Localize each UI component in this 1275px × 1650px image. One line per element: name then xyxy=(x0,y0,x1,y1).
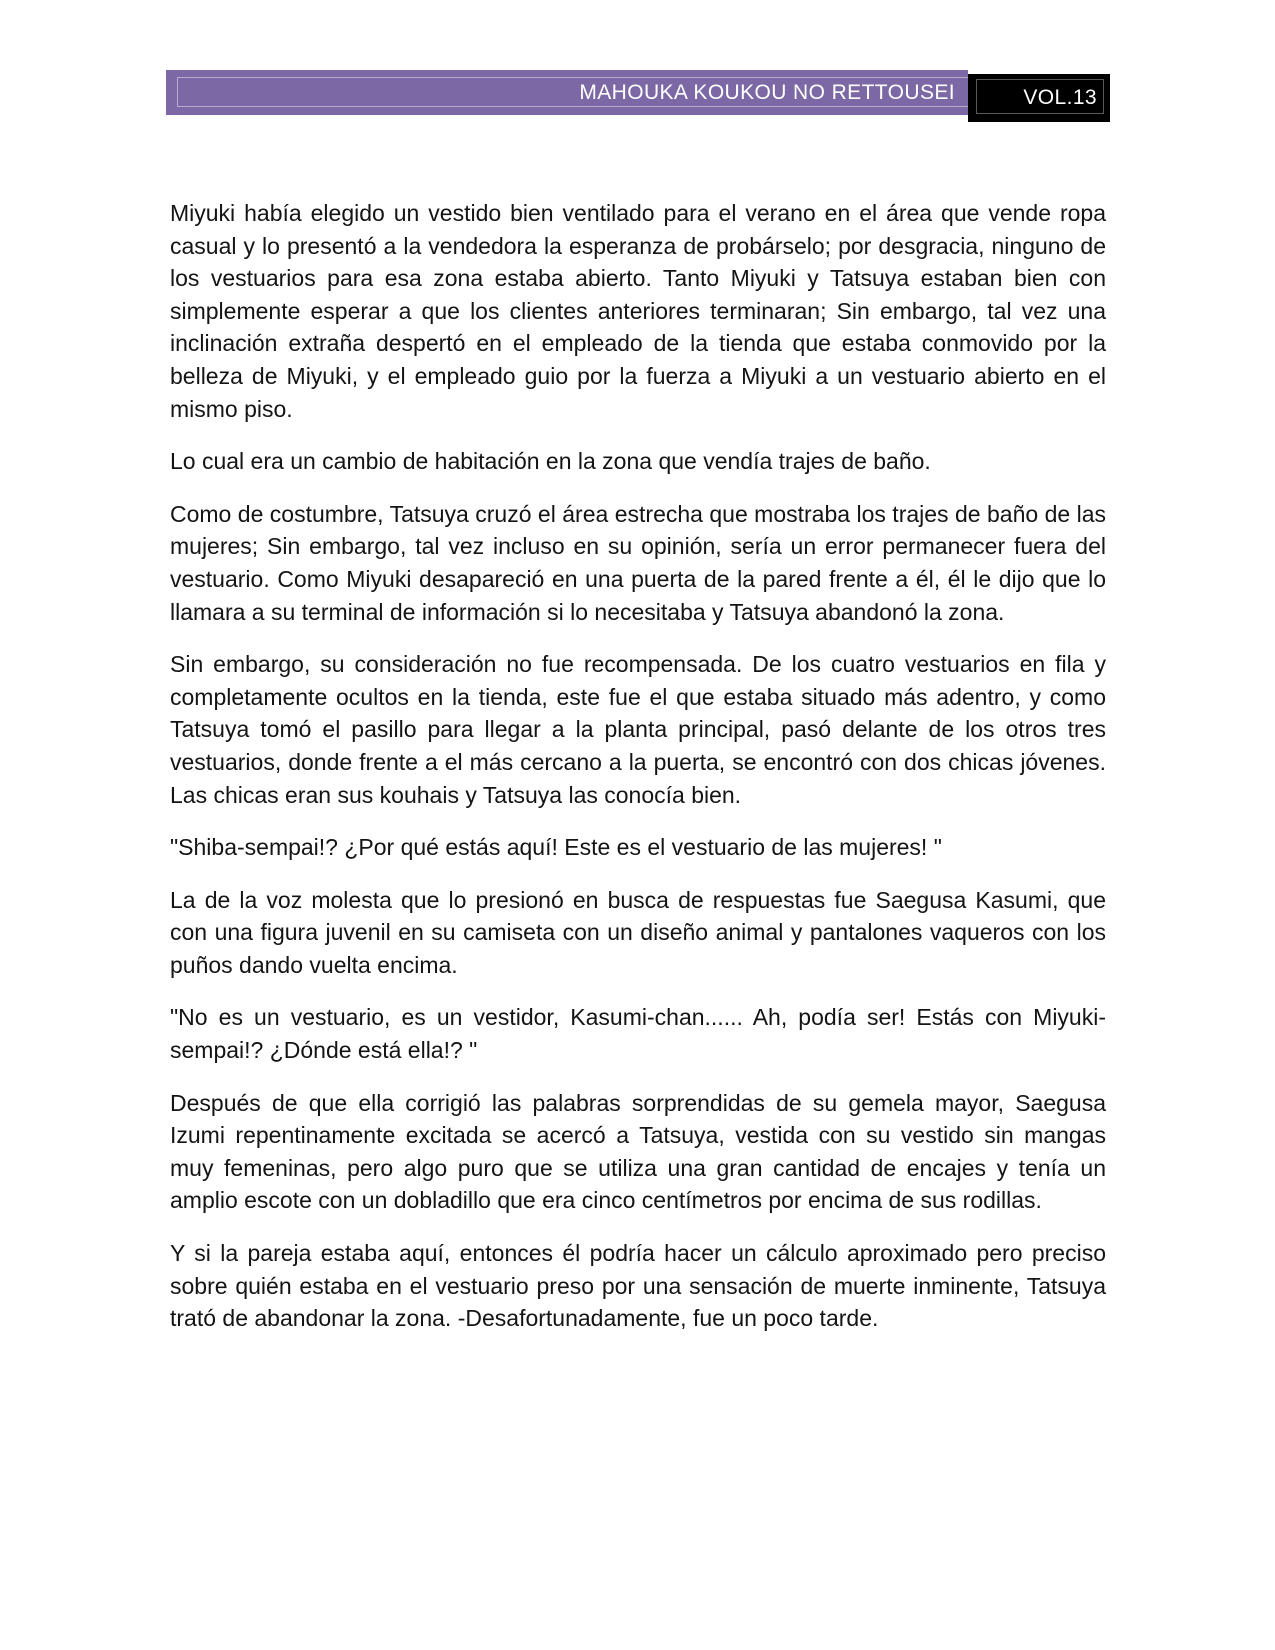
series-title: MAHOUKA KOUKOU NO RETTOUSEI xyxy=(579,80,955,104)
paragraph: Miyuki había elegido un vestido bien ventilado para el verano en el área que vende ropa casual y lo presentó a la vendedora la esperanza de probárselo; por desgracia, ninguno de los vestuarios para esa zona estaba abierto. Tanto Miyuki y Tatsuya estaban bien con simplemente esperar a que los clientes anteriores terminaran; Sin embargo, tal vez una inclinación extraña despertó en el empleado de la tienda que estaba conmovido por la belleza de Miyuki, y el empleado guio por la fuerza a Miyuki a un vestuario abierto en el mismo piso. xyxy=(170,200,1106,422)
paragraph: Lo cual era un cambio de habitación en la zona que vendía trajes de baño. xyxy=(170,448,931,475)
paragraph: Después de que ella corrigió las palabras sorprendidas de su gemela mayor, Saegusa Izumi repentinamente excitada se acercó a Tatsuya, vestida con su vestido sin mangas muy femeninas, pero algo puro que se utiliza una gran cantidad de encajes y tenía un amplio escote con un dobladillo que era cinco centímetros por encima de sus rodillas. xyxy=(170,1089,1106,1214)
paragraph: La de la voz molesta que lo presionó en busca de respuestas fue Saegusa Kasumi, que con una figura juvenil en su camiseta con un diseño animal y pantalones vaqueros con los puños dando vuelta encima. xyxy=(170,886,1106,978)
volume-label: VOL.13 xyxy=(1023,86,1097,109)
paragraph-dialogue: "No es un vestuario, es un vestidor, Kasumi-chan...... Ah, podía ser! Estás con Miyuki-sempai!? ¿Dónde está ella!? " xyxy=(170,1004,1106,1064)
header-title-bar xyxy=(166,70,968,115)
paragraph-dialogue: "Shiba-sempai!? ¿Por qué estás aquí! Este es el vestuario de las mujeres! " xyxy=(170,834,942,861)
volume-badge xyxy=(968,74,1110,122)
paragraph: Sin embargo, su consideración no fue recompensada. De los cuatro vestuarios en fila y completamente ocultos en la tienda, este fue el que estaba situado más adentro, y como Tatsuya tomó el pasillo para llegar a la planta principal, pasó delante de los otros tres vestuarios, donde frente a el más cercano a la puerta, se encontró con dos chicas jóvenes. Las chicas eran sus kouhais y Tatsuya las conocía bien. xyxy=(170,651,1106,808)
paragraph: Como de costumbre, Tatsuya cruzó el área estrecha que mostraba los trajes de baño de las mujeres; Sin embargo, tal vez incluso en su opinión, sería un error permanecer fuera del vestuario. Como Miyuki desapareció en una puerta de la pared frente a él, él le dijo que lo llamara a su terminal de información si lo necesitaba y Tatsuya abandonó la zona. xyxy=(170,500,1106,625)
paragraph: Y si la pareja estaba aquí, entonces él podría hacer un cálculo aproximado pero preciso sobre quién estaba en el vestuario preso por una sensación de muerte inminente, Tatsuya trató de abandonar la zona. -Desafortunadamente, fue un poco tarde. xyxy=(170,1240,1106,1332)
header-banner xyxy=(166,70,1110,115)
page-body xyxy=(170,197,1106,1355)
